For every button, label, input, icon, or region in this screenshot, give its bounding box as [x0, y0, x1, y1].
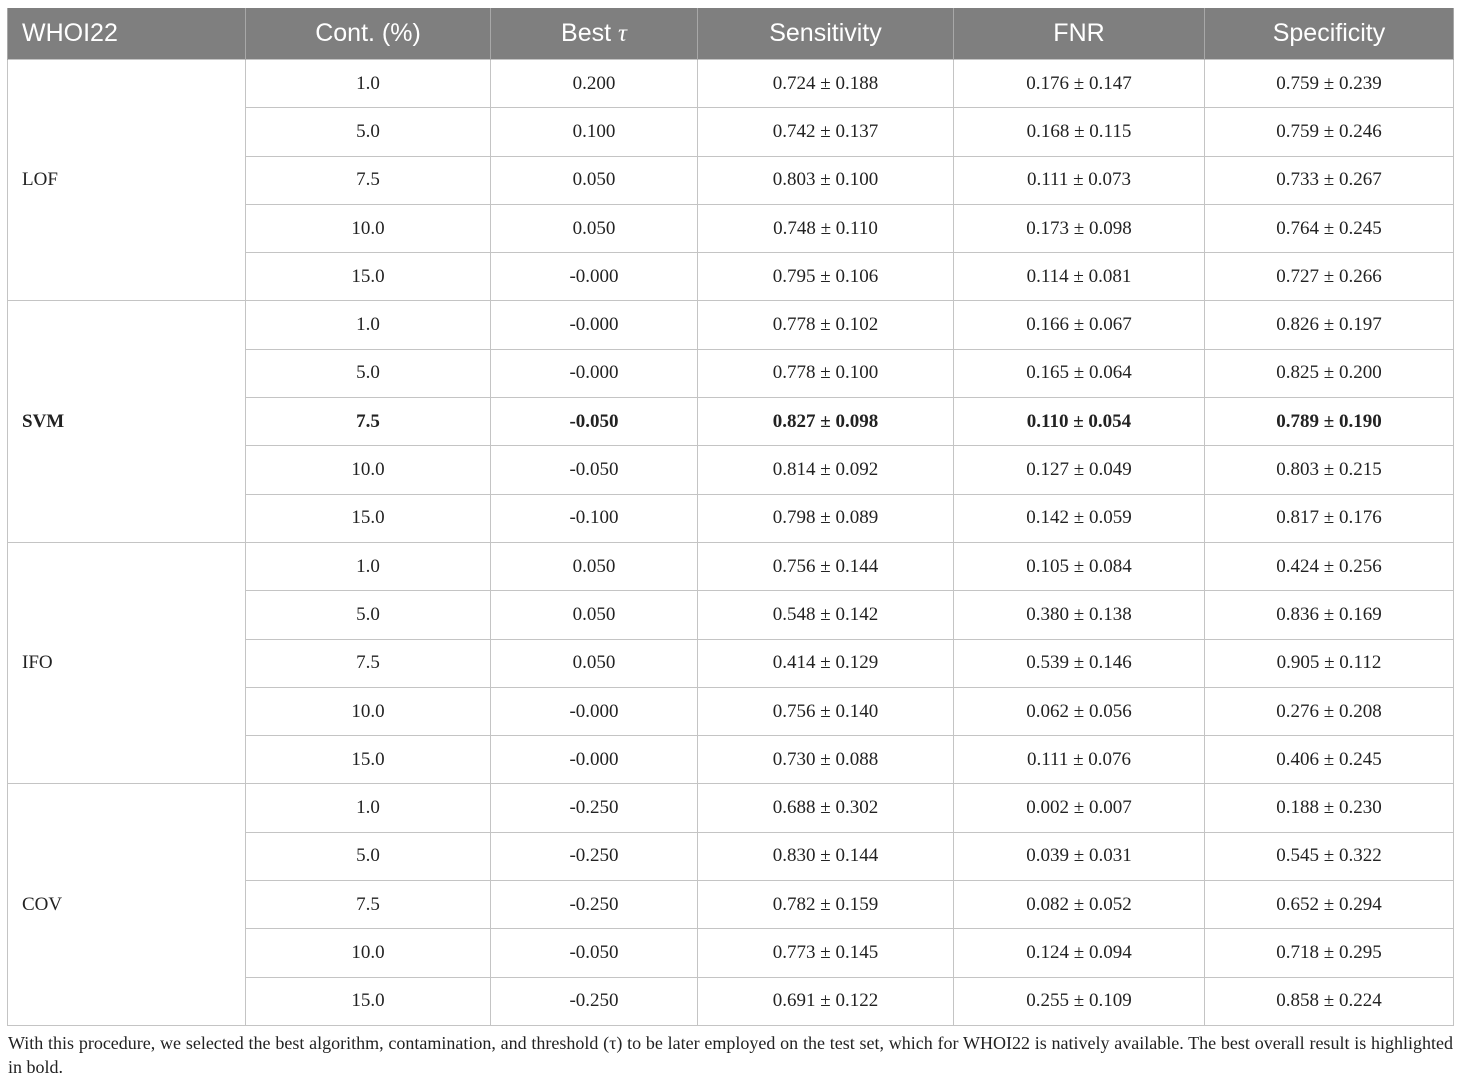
fnr-cell: 0.539 ± 0.146 — [954, 639, 1205, 687]
contamination-cell: 5.0 — [246, 108, 491, 156]
table-row — [8, 301, 1454, 349]
contamination-cell: 10.0 — [246, 204, 491, 252]
specificity-cell: 0.826 ± 0.197 — [1205, 301, 1454, 349]
best-tau-cell: 0.050 — [491, 542, 698, 590]
results-table — [7, 8, 1454, 1026]
specificity-cell: 0.759 ± 0.239 — [1205, 60, 1454, 108]
best-tau-cell: -0.100 — [491, 494, 698, 542]
sensitivity-cell: 0.724 ± 0.188 — [698, 60, 954, 108]
specificity-cell: 0.718 ± 0.295 — [1205, 929, 1454, 977]
contamination-cell: 1.0 — [246, 784, 491, 832]
fnr-cell: 0.142 ± 0.059 — [954, 494, 1205, 542]
best-tau-cell: -0.000 — [491, 301, 698, 349]
specificity-cell: 0.652 ± 0.294 — [1205, 881, 1454, 929]
header-specificity: Specificity — [1205, 8, 1454, 60]
specificity-cell: 0.276 ± 0.208 — [1205, 687, 1454, 735]
best-tau-cell: -0.000 — [491, 253, 698, 301]
table-footnote: With this procedure, we selected the best algorithm, contamination, and threshold (τ) to be later employed on the test set, which for WHOI22 is natively available. The best overall result is highlighted in bold. — [8, 1033, 1453, 1077]
specificity-cell: 0.803 ± 0.215 — [1205, 446, 1454, 494]
best-tau-cell: -0.000 — [491, 736, 698, 784]
fnr-cell: 0.127 ± 0.049 — [954, 446, 1205, 494]
header-best-label: Best — [561, 19, 612, 47]
fnr-cell: 0.173 ± 0.098 — [954, 204, 1205, 252]
best-tau-cell: 0.050 — [491, 156, 698, 204]
best-tau-cell: -0.250 — [491, 977, 698, 1025]
sensitivity-cell: 0.691 ± 0.122 — [698, 977, 954, 1025]
fnr-cell: 0.082 ± 0.052 — [954, 881, 1205, 929]
fnr-cell: 0.255 ± 0.109 — [954, 977, 1205, 1025]
contamination-cell: 1.0 — [246, 60, 491, 108]
specificity-cell: 0.836 ± 0.169 — [1205, 591, 1454, 639]
sensitivity-cell: 0.778 ± 0.100 — [698, 349, 954, 397]
contamination-cell: 1.0 — [246, 542, 491, 590]
fnr-cell: 0.111 ± 0.073 — [954, 156, 1205, 204]
fnr-cell: 0.124 ± 0.094 — [954, 929, 1205, 977]
fnr-cell: 0.380 ± 0.138 — [954, 591, 1205, 639]
contamination-cell: 15.0 — [246, 494, 491, 542]
algorithm-cell: IFO — [8, 542, 246, 783]
contamination-cell: 10.0 — [246, 446, 491, 494]
fnr-cell: 0.039 ± 0.031 — [954, 832, 1205, 880]
contamination-cell: 5.0 — [246, 832, 491, 880]
header-fnr: FNR — [954, 8, 1205, 60]
sensitivity-cell: 0.548 ± 0.142 — [698, 591, 954, 639]
sensitivity-cell: 0.795 ± 0.106 — [698, 253, 954, 301]
algorithm-cell: SVM — [8, 301, 246, 542]
contamination-cell: 5.0 — [246, 591, 491, 639]
fnr-cell: 0.062 ± 0.056 — [954, 687, 1205, 735]
specificity-cell: 0.759 ± 0.246 — [1205, 108, 1454, 156]
best-tau-cell: 0.050 — [491, 639, 698, 687]
contamination-cell: 5.0 — [246, 349, 491, 397]
sensitivity-cell: 0.756 ± 0.144 — [698, 542, 954, 590]
best-tau-cell: 0.100 — [491, 108, 698, 156]
best-tau-cell: -0.250 — [491, 832, 698, 880]
header-sensitivity: Sensitivity — [698, 8, 954, 60]
specificity-cell: 0.858 ± 0.224 — [1205, 977, 1454, 1025]
specificity-cell: 0.545 ± 0.322 — [1205, 832, 1454, 880]
contamination-cell: 7.5 — [246, 156, 491, 204]
sensitivity-cell: 0.798 ± 0.089 — [698, 494, 954, 542]
specificity-cell: 0.905 ± 0.112 — [1205, 639, 1454, 687]
table-header — [8, 8, 1454, 60]
specificity-cell: 0.789 ± 0.190 — [1205, 398, 1454, 446]
best-tau-cell: -0.050 — [491, 929, 698, 977]
contamination-cell: 1.0 — [246, 301, 491, 349]
specificity-cell: 0.817 ± 0.176 — [1205, 494, 1454, 542]
table-body — [8, 60, 1454, 1026]
fnr-cell: 0.166 ± 0.067 — [954, 301, 1205, 349]
results-table-container — [7, 8, 1453, 1026]
best-tau-cell: -0.250 — [491, 784, 698, 832]
specificity-cell: 0.825 ± 0.200 — [1205, 349, 1454, 397]
sensitivity-cell: 0.756 ± 0.140 — [698, 687, 954, 735]
contamination-cell: 7.5 — [246, 881, 491, 929]
header-dataset: WHOI22 — [8, 8, 246, 60]
specificity-cell: 0.733 ± 0.267 — [1205, 156, 1454, 204]
sensitivity-cell: 0.748 ± 0.110 — [698, 204, 954, 252]
fnr-cell: 0.168 ± 0.115 — [954, 108, 1205, 156]
fnr-cell: 0.111 ± 0.076 — [954, 736, 1205, 784]
sensitivity-cell: 0.730 ± 0.088 — [698, 736, 954, 784]
best-tau-cell: -0.250 — [491, 881, 698, 929]
best-tau-cell: -0.000 — [491, 349, 698, 397]
table-row — [8, 542, 1454, 590]
sensitivity-cell: 0.688 ± 0.302 — [698, 784, 954, 832]
sensitivity-cell: 0.414 ± 0.129 — [698, 639, 954, 687]
specificity-cell: 0.424 ± 0.256 — [1205, 542, 1454, 590]
header-row — [8, 8, 1454, 60]
algorithm-cell: LOF — [8, 60, 246, 301]
sensitivity-cell: 0.742 ± 0.137 — [698, 108, 954, 156]
best-tau-cell: 0.050 — [491, 591, 698, 639]
header-contamination: Cont. (%) — [246, 8, 491, 60]
contamination-cell: 15.0 — [246, 977, 491, 1025]
specificity-cell: 0.406 ± 0.245 — [1205, 736, 1454, 784]
best-tau-cell: -0.000 — [491, 687, 698, 735]
fnr-cell: 0.176 ± 0.147 — [954, 60, 1205, 108]
table-row — [8, 784, 1454, 832]
contamination-cell: 10.0 — [246, 687, 491, 735]
fnr-cell: 0.105 ± 0.084 — [954, 542, 1205, 590]
contamination-cell: 15.0 — [246, 736, 491, 784]
header-best-tau — [491, 8, 698, 60]
sensitivity-cell: 0.782 ± 0.159 — [698, 881, 954, 929]
tau-symbol: τ — [618, 20, 627, 47]
sensitivity-cell: 0.773 ± 0.145 — [698, 929, 954, 977]
sensitivity-cell: 0.778 ± 0.102 — [698, 301, 954, 349]
specificity-cell: 0.188 ± 0.230 — [1205, 784, 1454, 832]
contamination-cell: 15.0 — [246, 253, 491, 301]
sensitivity-cell: 0.803 ± 0.100 — [698, 156, 954, 204]
contamination-cell: 10.0 — [246, 929, 491, 977]
fnr-cell: 0.165 ± 0.064 — [954, 349, 1205, 397]
sensitivity-cell: 0.827 ± 0.098 — [698, 398, 954, 446]
algorithm-cell: COV — [8, 784, 246, 1025]
contamination-cell: 7.5 — [246, 398, 491, 446]
best-tau-cell: 0.200 — [491, 60, 698, 108]
best-tau-cell: -0.050 — [491, 446, 698, 494]
contamination-cell: 7.5 — [246, 639, 491, 687]
table-row — [8, 60, 1454, 108]
sensitivity-cell: 0.830 ± 0.144 — [698, 832, 954, 880]
specificity-cell: 0.727 ± 0.266 — [1205, 253, 1454, 301]
fnr-cell: 0.114 ± 0.081 — [954, 253, 1205, 301]
best-tau-cell: -0.050 — [491, 398, 698, 446]
best-tau-cell: 0.050 — [491, 204, 698, 252]
specificity-cell: 0.764 ± 0.245 — [1205, 204, 1454, 252]
fnr-cell: 0.110 ± 0.054 — [954, 398, 1205, 446]
fnr-cell: 0.002 ± 0.007 — [954, 784, 1205, 832]
sensitivity-cell: 0.814 ± 0.092 — [698, 446, 954, 494]
